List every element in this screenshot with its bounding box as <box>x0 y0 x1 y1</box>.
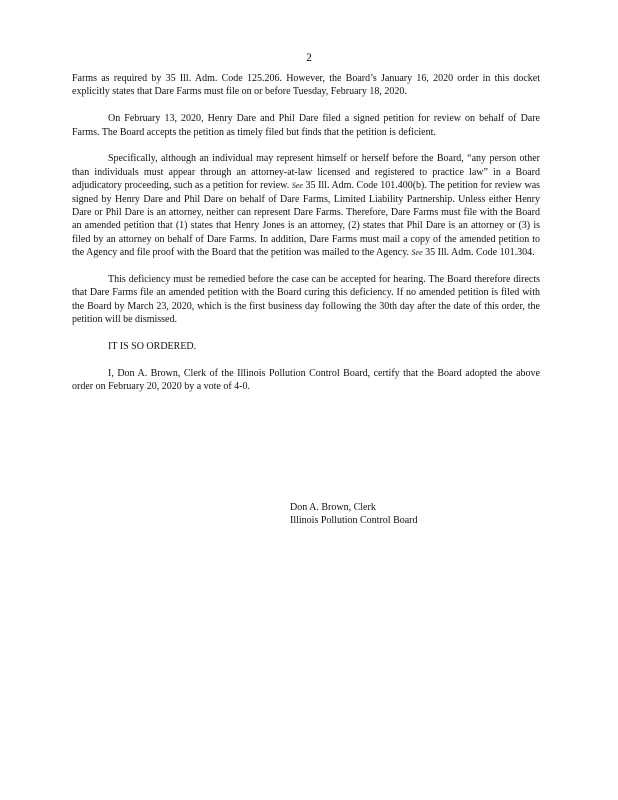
citation-see-signal: See <box>411 248 423 258</box>
paragraph-representation <box>72 152 540 259</box>
paragraph-continuation: Farms as required by 35 Ill. Adm. Code 125.206. However, the Board’s January 16, 2020 order in this docket explicitly states that Dare Farms must file on or before Tuesday, February 18, 2020. <box>72 73 540 98</box>
signature-organization: Illinois Pollution Control Board <box>290 515 418 527</box>
paragraph-representation-part-c: 35 Ill. Adm. Code 101.304. <box>425 247 535 259</box>
paragraph-petition-filed: On February 13, 2020, Henry Dare and Phil Dare filed a signed petition for review on behalf of Dare Farms. The Board accepts the petition as timely filed but finds that the petition is deficient. <box>72 113 540 138</box>
page-number: 2 <box>306 52 312 64</box>
document-body <box>72 72 540 407</box>
signature-name: Don A. Brown, Clerk <box>290 502 376 513</box>
paragraph-representation-part-a: Specifically, although an individual may represent himself or herself before the Board, “any person other than individuals must appear through an attorney-at-law licensed and registered to practice law” in a Board adjudicatory proceeding, such as a petition for review. <box>72 153 540 192</box>
signature-block <box>290 501 418 528</box>
paragraph-representation-part-b: 35 Ill. Adm. Code 101.400(b). The petition for review was signed by Henry Dare and Phil Dare on behalf of Dare Farms, Limited Liability Partnership. Unless either Henry Dare or Phil Dare is an attorney, neither can represent Dare Farms. Therefore, Dare Farms must file with the Board an amended petition that (1) states that Henry Jones is an attorney, (2) states that Phil Dare is an attorney or (3) is filed by an attorney on behalf of Dare Farms. In addition, Dare Farms must mail a copy of the amended petition to the Agency and file proof with the Board that the petition was mailed to the Agency. <box>72 180 541 259</box>
citation-see-signal: See <box>291 181 303 191</box>
ordered-statement: IT IS SO ORDERED. <box>108 341 197 353</box>
clerk-certification: I, Don A. Brown, Clerk of the Illinois Pollution Control Board, certify that the Board adopted the above order on February 20, 2020 by a vote of 4-0. <box>72 367 540 393</box>
paragraph-deficiency: This deficiency must be remedied before the case can be accepted for hearing. The Board therefore directs that Dare Farms file an amended petition with the Board curing this deficiency. If no amended petition is filed with the Board by March 23, 2020, which is the first business day following the 30th day after the date of this order, the petition will be dismissed. <box>72 274 540 326</box>
